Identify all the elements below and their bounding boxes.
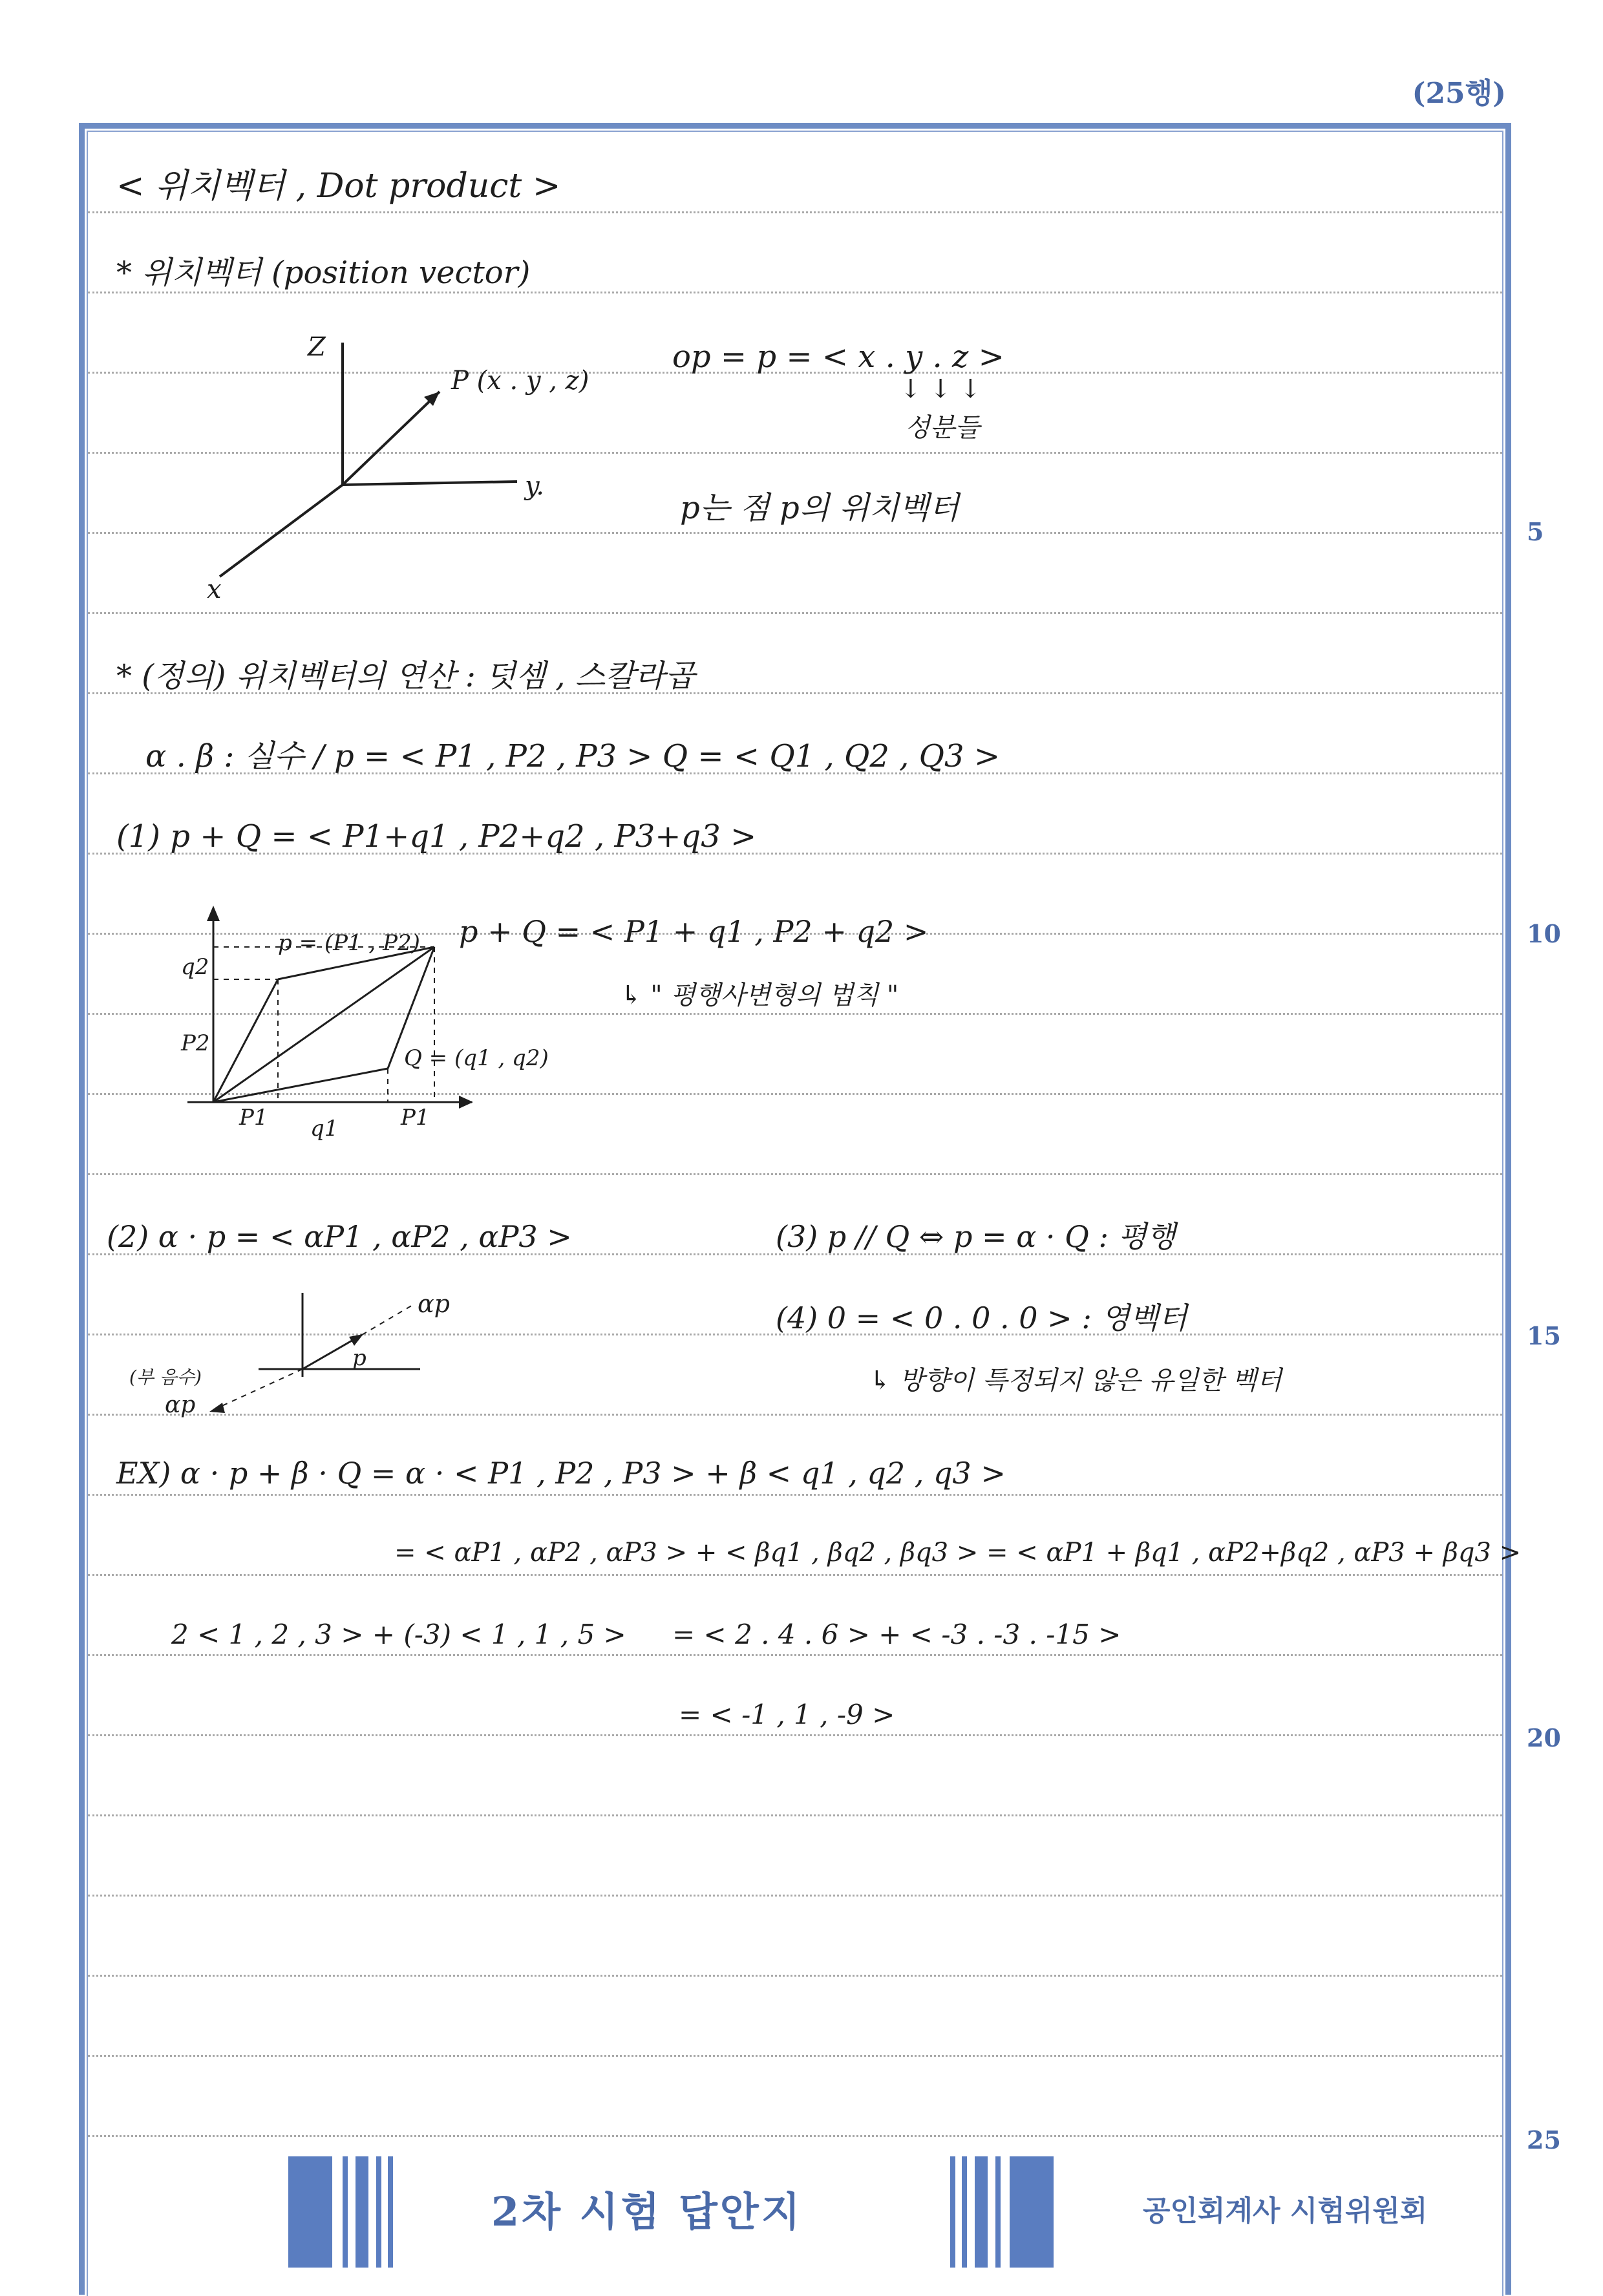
negative-note: (부 음수) — [129, 1366, 202, 1388]
zero-vector-note: ↳ 방향이 특정되지 않은 유일한 벡터 — [869, 1366, 1282, 1396]
ruled-line — [88, 1173, 1502, 1175]
line-number: 20 — [1527, 1723, 1561, 1752]
ruled-line — [88, 1494, 1502, 1496]
ruled-line — [88, 1654, 1502, 1656]
sum-of-vectors: p + Q = < P1 + q1 , P2 + q2 > — [459, 914, 929, 949]
scaled-vector-negative — [212, 1369, 303, 1410]
section-operations: * (정의) 위치벡터의 연산 : 덧셈 , 스칼라곱 — [116, 658, 695, 694]
parallelogram-law: ↳ " 평행사변형의 법칙 " — [621, 981, 899, 1010]
ruled-line — [88, 1734, 1502, 1736]
rule-1-addition: (1) p + Q = < P1+q1 , P2+q2 , P3+q3 > — [116, 818, 757, 855]
row-count-label: (25행) — [1412, 77, 1506, 110]
stripe — [962, 2156, 967, 2268]
line-number: 5 — [1527, 517, 1544, 546]
z-axis-label: Z — [308, 332, 326, 362]
components-label: 성분들 — [905, 413, 980, 443]
footer-title: 2차 시험 답안지 — [491, 2188, 803, 2235]
stripe — [975, 2156, 988, 2268]
ruled-line — [88, 1895, 1502, 1897]
stripe — [950, 2156, 955, 2268]
example-line-3a: 2 < 1 , 2 , 3 > + (-3) < 1 , 1 , 5 > — [171, 1619, 626, 1650]
line-number: 15 — [1527, 1321, 1561, 1350]
rule-4-zero-vector: (4) 0 = < 0 . 0 . 0 > : 영벡터 — [776, 1301, 1187, 1335]
stripe — [288, 2156, 332, 2268]
stripe — [356, 2156, 368, 2268]
footer-stripes-left — [288, 2156, 418, 2268]
components-arrows-icon: ↓ ↓ ↓ — [900, 374, 981, 404]
stripe — [376, 2156, 381, 2268]
line-number: 10 — [1527, 919, 1561, 948]
p2-axis-label: P2 — [181, 1030, 210, 1056]
section-position-vector: * 위치벡터 (position vector) — [116, 255, 531, 291]
alpha-p-negative-label: αp — [165, 1392, 196, 1418]
p-coordinate-label: p = (P1 , P2) — [278, 930, 420, 956]
ruled-line — [88, 2135, 1502, 2137]
stripe — [995, 2156, 1001, 2268]
ruled-line — [88, 1975, 1502, 1977]
ruled-line — [88, 1814, 1502, 1816]
example-line-1: EX) α · p + β · Q = α · < P1 , P2 , P3 > + β < q1 , q2 , q3 > — [116, 1456, 1006, 1491]
y-axis — [343, 482, 517, 485]
ruled-line — [88, 1574, 1502, 1576]
line-number: 25 — [1527, 2125, 1561, 2154]
x-axis — [220, 485, 343, 577]
p1-axis-label: P1 — [239, 1105, 268, 1131]
p-label: p — [352, 1345, 366, 1371]
footer-organization: 공인회계사 시험위원회 — [1143, 2195, 1428, 2227]
example-line-4: = < -1 , 1 , -9 > — [679, 1699, 895, 1730]
position-vector-arrow — [343, 392, 440, 485]
x-axis-label: x — [207, 575, 222, 604]
rule-3-parallel: (3) p // Q ⇔ p = α · Q : 평행 — [776, 1219, 1176, 1254]
vector-p — [213, 979, 278, 1102]
q2-axis-label: q2 — [181, 954, 209, 980]
arrowhead-icon — [207, 906, 220, 921]
position-vector-axes-figure — [194, 332, 646, 608]
footer-stripes-right — [950, 2156, 1099, 2268]
ruled-line — [88, 292, 1502, 293]
op-definition: op = p = < x . y . z > — [672, 339, 1004, 375]
scaled-vector-positive — [362, 1304, 414, 1335]
ruled-line — [88, 211, 1502, 213]
ruled-line — [88, 612, 1502, 614]
example-line-3b: = < 2 . 4 . 6 > + < -3 . -3 . -15 > — [672, 1619, 1121, 1650]
vector-q — [213, 1068, 388, 1102]
p-is-position-vector: p는 점 p의 위치벡터 — [680, 490, 959, 526]
arrowhead-icon — [349, 1334, 363, 1346]
scalar-multiple-figure — [129, 1286, 517, 1429]
alpha-p-label: αp — [418, 1290, 450, 1318]
point-p-label: P (x . y , z) — [451, 366, 589, 396]
rule-2-scalar-multiplication: (2) α · p = < αP1 , αP2 , αP3 > — [107, 1219, 572, 1254]
stripe — [343, 2156, 348, 2268]
ruled-line — [88, 2055, 1502, 2057]
p1-offset-label: P1 — [401, 1105, 430, 1131]
stripe — [388, 2156, 393, 2268]
answer-title: < 위치벡터 , Dot product > — [116, 167, 561, 206]
y-axis-label: y. — [525, 471, 544, 501]
q1-axis-label: q1 — [310, 1116, 339, 1142]
arrowhead-icon — [459, 1096, 473, 1109]
q-coordinate-label: Q = (q1 , q2) — [404, 1045, 549, 1071]
example-line-2: = < αP1 , αP2 , αP3 > + < βq1 , βq2 , βq3 > = < αP1 + βq1 , αP2+βq2 , αP3 + βq3 > — [394, 1538, 1522, 1568]
arrowhead-icon — [209, 1403, 225, 1413]
stripe — [1010, 2156, 1054, 2268]
scalars-and-vectors: α . β : 실수 / p = < P1 , P2 , P3 > Q = < Q1 , Q2 , Q3 > — [145, 738, 1001, 774]
